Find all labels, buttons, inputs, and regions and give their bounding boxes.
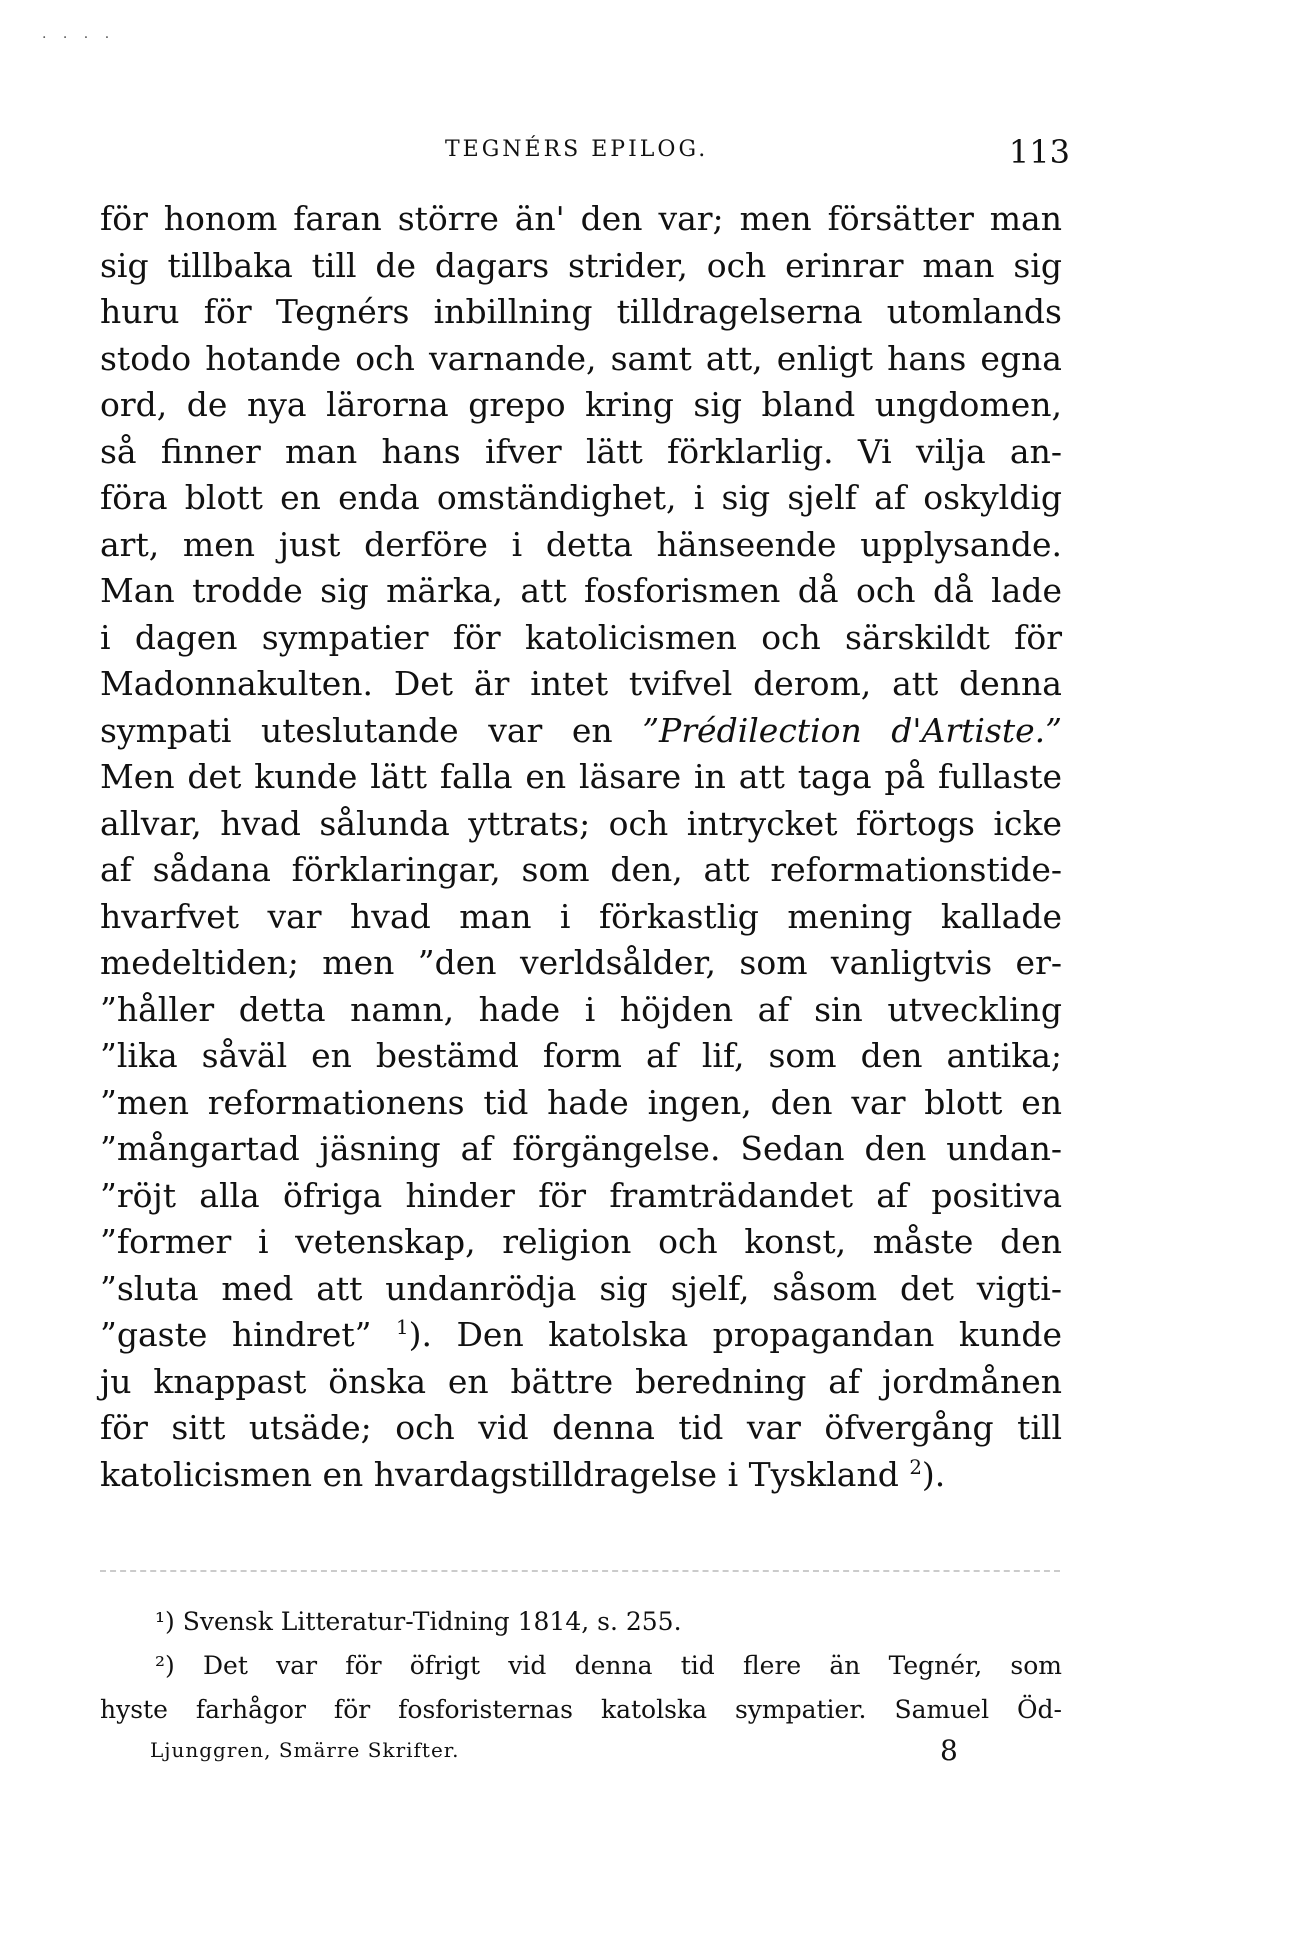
text-segment: ). [921,1454,946,1494]
body-text [100,196,1062,1498]
text-line: stodo hotande och varnande, samt att, enligt hans egna [100,338,1062,378]
printer-signature: Ljunggren, Smärre Skrifter. [150,1738,460,1762]
signature-number: 8 [940,1734,958,1767]
footnote-divider [100,1570,1060,1572]
text-line: Men det kunde lätt falla en läsare in att taga på fullaste [100,757,1062,796]
text-line: Madonnakulten. Det är intet tvifvel derom, att denna [100,664,1062,703]
text-line: art, men just derföre i detta hänseende upplysande. [100,524,1062,564]
text-line: allvar, hvad sålunda yttrats; och intrycket förtogs icke [100,803,1062,843]
text-line: ”håller detta namn, hade i höjden af sin utveckling [100,989,1062,1029]
text-line: sig tillbaka till de dagars strider, och erinrar man sig [100,245,1062,285]
text-line: så finner man hans ifver lätt förklarlig. Vi vilja an- [100,431,1062,471]
running-title: TEGNÉRS EPILOG. [445,137,709,162]
text-line: ”men reformationens tid hade ingen, den var blott en [100,1082,1062,1122]
footnote-mark: ¹) [155,1607,175,1636]
text-line: ord, de nya lärorna grepo kring sig bland ungdomen, [100,385,1062,424]
text-line: ”lika såväl en bestämd form af lif, som den antika; [100,1036,1062,1075]
text-line-mixed [100,708,1062,755]
text-segment: sympati uteslutande var en [100,710,643,750]
text-line: medeltiden; men ”den verldsålder, som vanligtvis er- [100,943,1062,982]
footnote-text: Svensk Litteratur-Tidning 1814, s. 255. [182,1607,682,1636]
running-header [100,133,1070,173]
footnote-ref-1[interactable]: 1 [396,1316,409,1339]
text-line: i dagen sympatier för katolicismen och särskildt för [100,617,1062,657]
text-line: ”röjt alla öfriga hinder för framträdandet af positiva [100,1175,1062,1215]
text-line: ”sluta med att undanrödja sig sjelf, såsom det vigti- [100,1268,1062,1308]
text-line: för sitt utsäde; och vid denna tid var öfvergång till [100,1408,1062,1447]
footnote-ref-2[interactable]: 2 [909,1455,922,1479]
italic-phrase: ”Prédilection d'Artiste.” [642,710,1062,750]
footnote-2 [100,1644,1062,1688]
text-line-mixed [100,1312,1062,1359]
text-segment: ). Den katolska propagandan kunde [408,1315,1062,1354]
page-number: 113 [1008,133,1070,171]
text-line: Man trodde sig märka, att fosforismen då och då lade [100,571,1062,610]
text-line: huru för Tegnérs inbillning tilldragelserna utomlands [100,292,1062,331]
footnote-text: Det var för öfrigt vid denna tid flere än Tegnér, som [203,1651,1062,1680]
footnote-2-continued: hyste farhågor för fosforisternas katolska sympatier. Samuel Öd- [100,1695,1062,1724]
footnotes [100,1600,1062,1732]
text-line: för honom faran större än' den var; men försätter man [100,199,1062,238]
print-specks: · · · · [42,30,116,46]
text-line: föra blott en enda omständighet, i sig sjelf af oskyldig [100,478,1062,517]
text-line: hvarfvet var hvad man i förkastlig mening kallade [100,896,1062,936]
text-segment: katolicismen en hvardagstilldragelse i Tyskland [100,1454,910,1494]
text-segment: ”gaste hindret” [100,1315,397,1354]
footnote-1 [100,1600,1062,1644]
text-line: ”former i vetenskap, religion och konst, måste den [100,1222,1062,1261]
text-line: ju knappast önska en bättre beredning af jordmånen [100,1361,1062,1401]
text-line: af sådana förklaringar, som den, att reformationstide- [100,850,1062,889]
text-line-mixed [100,1452,1062,1499]
text-line: ”mångartad jäsning af förgängelse. Sedan den undan- [100,1129,1062,1168]
footnote-mark: ²) [155,1651,175,1680]
